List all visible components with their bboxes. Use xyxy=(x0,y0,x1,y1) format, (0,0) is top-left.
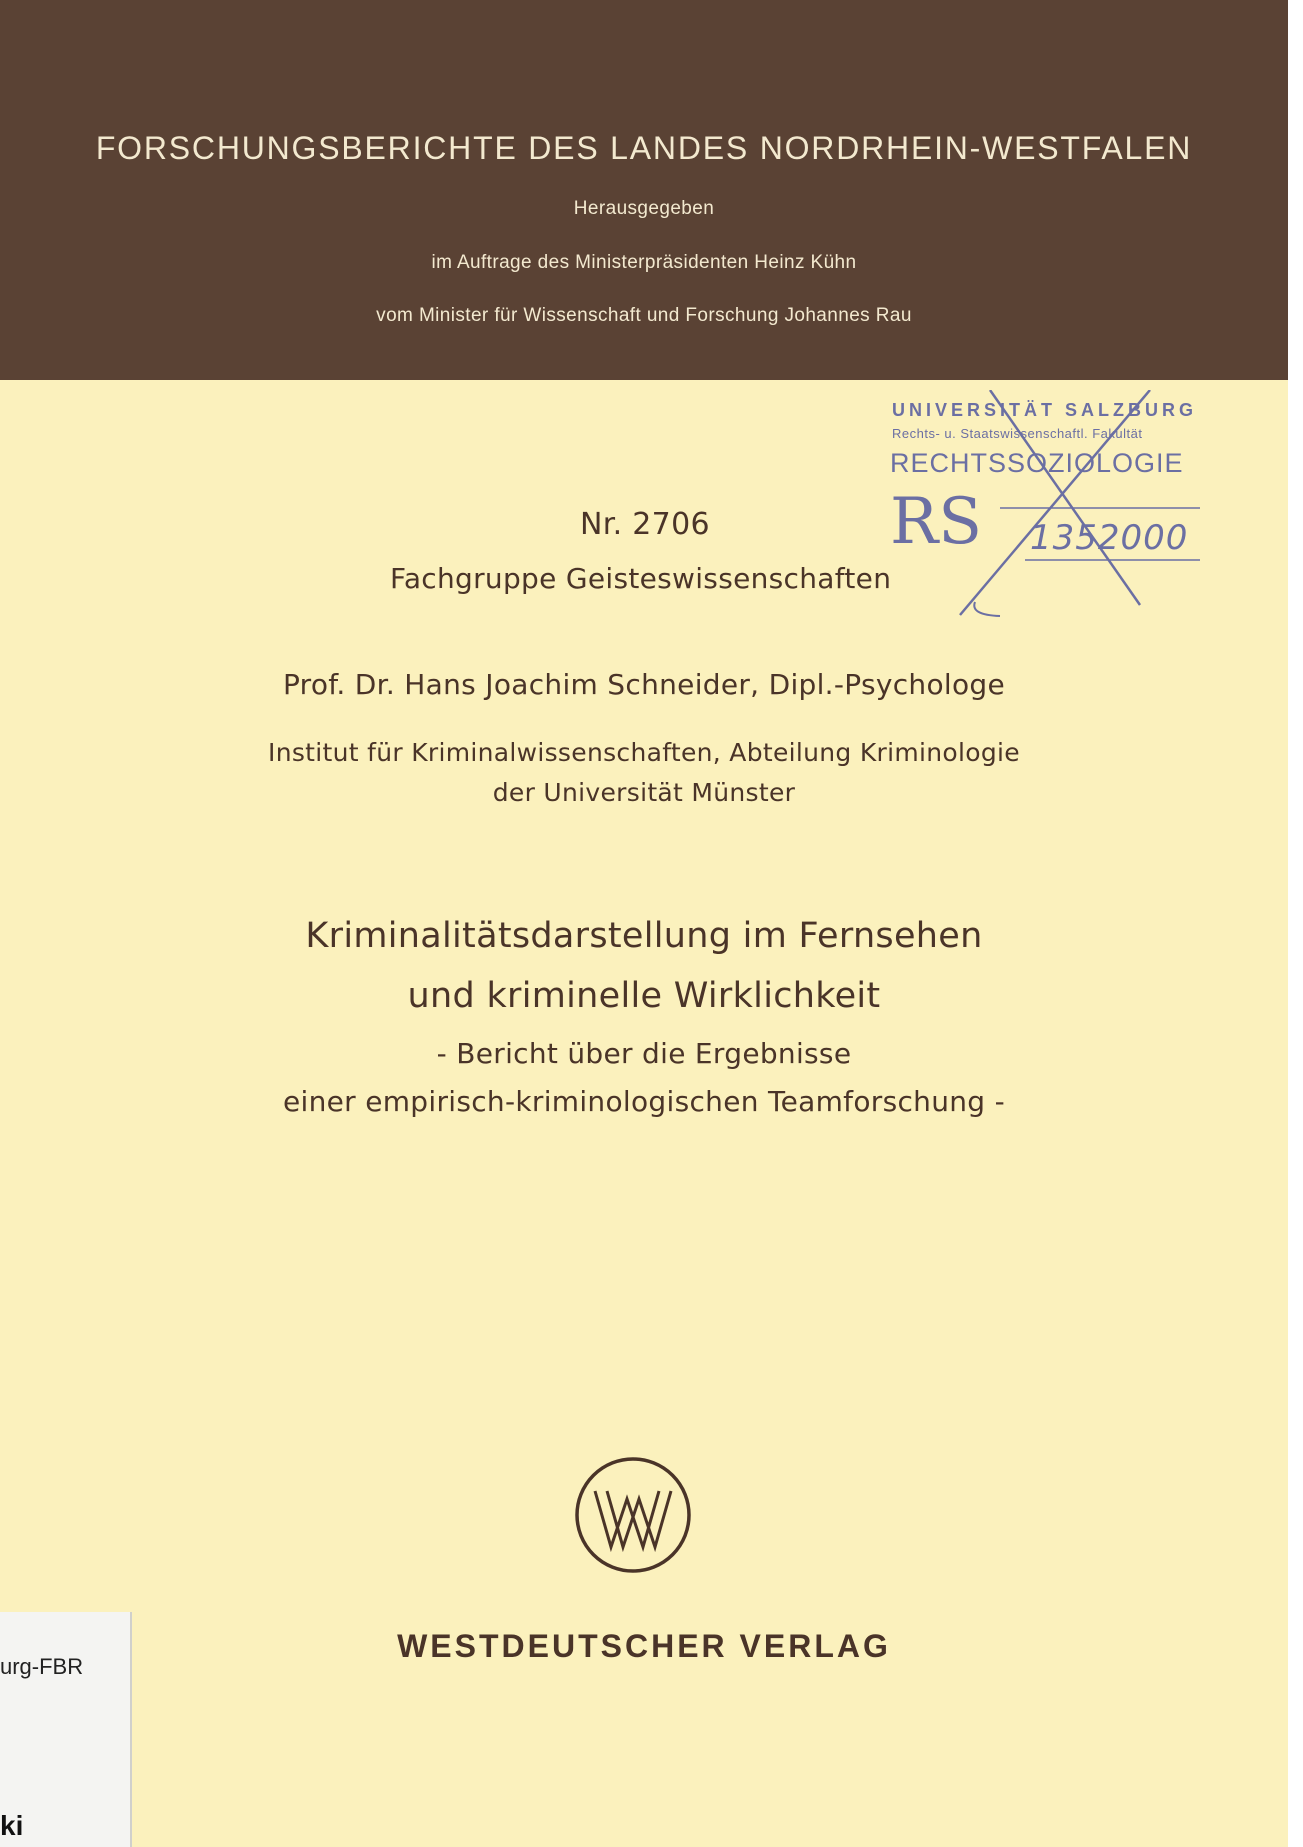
editor-line-2: im Auftrage des Ministerpräsidenten Heinz Kühn xyxy=(431,252,857,273)
library-label-text: urg-FBR xyxy=(0,1654,84,1679)
series-title: FORSCHUNGSBERICHTE DES LANDES NORDRHEIN-WESTFALEN xyxy=(95,130,1193,166)
book-title-line-1: Kriminalitätsdarstellung im Fernsehen xyxy=(305,916,983,956)
library-stamp xyxy=(880,390,1210,620)
stamp-number: 1352000 xyxy=(1030,518,1189,558)
header-band xyxy=(0,0,1288,380)
book-title-line-2: und kriminelle Wirklichkeit xyxy=(407,976,881,1016)
institute-line-1: Institut für Kriminalwissenschaften, Abteilung Kriminologie xyxy=(268,738,1020,767)
editor-line-1: Herausgegeben xyxy=(573,198,715,219)
stamp-university: UNIVERSITÄT SALZBURG xyxy=(892,400,1197,420)
author-name: Prof. Dr. Hans Joachim Schneider, Dipl.-Psychologe xyxy=(282,668,1006,701)
stamp-code: RS xyxy=(890,485,983,559)
stamp-department: RECHTSSOZIOLOGIE xyxy=(890,448,1184,478)
publisher-name: WESTDEUTSCHER VERLAG xyxy=(397,1628,891,1664)
library-label-bottom-text: ki xyxy=(0,1810,24,1841)
editor-line-3: vom Minister für Wissenschaft und Forschung Johannes Rau xyxy=(376,305,912,326)
institute-line-2: der Universität Münster xyxy=(492,778,796,807)
report-number: Nr. 2706 xyxy=(580,507,710,542)
subtitle-line-1: - Bericht über die Ergebnisse xyxy=(436,1037,852,1070)
scan-edge xyxy=(1288,0,1303,1847)
wv-circle-logo-icon xyxy=(573,1455,693,1575)
stamp-faculty: Rechts- u. Staatswissenschaftl. Fakultät xyxy=(892,426,1143,441)
report-group: Fachgruppe Geisteswissenschaften xyxy=(390,562,892,595)
library-label xyxy=(0,1612,132,1847)
subtitle-line-2: einer empirisch-kriminologischen Teamforschung - xyxy=(283,1085,1005,1118)
